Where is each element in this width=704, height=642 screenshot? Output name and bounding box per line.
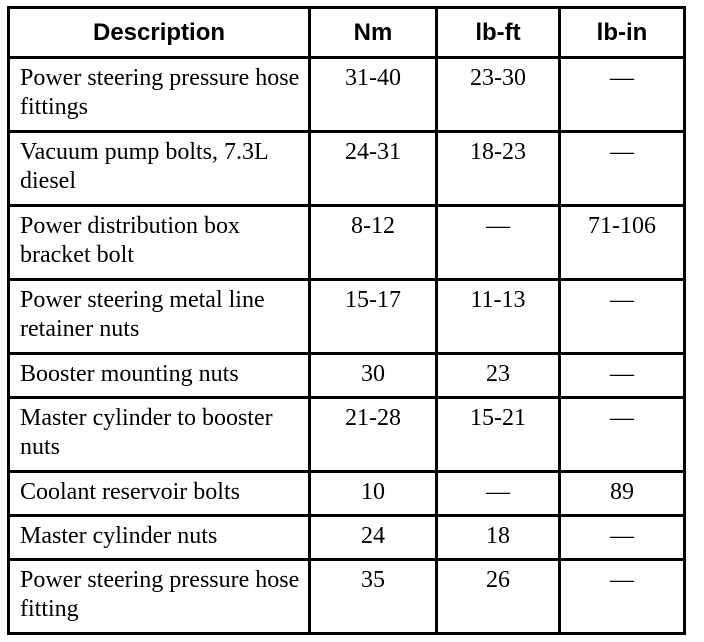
lb-ft-cell: 23	[437, 354, 560, 398]
table-row	[9, 472, 685, 516]
nm-cell: 21-28	[310, 398, 437, 472]
header-nm: Nm	[310, 8, 437, 58]
description-cell: Master cylinder to booster nuts	[9, 398, 310, 472]
description-cell: Vacuum pump bolts, 7.3L diesel	[9, 132, 310, 206]
table-row	[9, 516, 685, 560]
description-cell: Power steering pressure hose fitting	[9, 560, 310, 634]
table-row	[9, 58, 685, 132]
nm-cell: 15-17	[310, 280, 437, 354]
description-cell: Coolant reservoir bolts	[9, 472, 310, 516]
description-cell: Power steering pressure hose fittings	[9, 58, 310, 132]
description-cell: Power steering metal line retainer nuts	[9, 280, 310, 354]
lb-ft-cell: 23-30	[437, 58, 560, 132]
header-lb-ft: lb-ft	[437, 8, 560, 58]
lb-ft-cell: 18-23	[437, 132, 560, 206]
lb-in-cell: 71-106	[560, 206, 685, 280]
description-cell: Booster mounting nuts	[9, 354, 310, 398]
table-row	[9, 354, 685, 398]
lb-in-cell: —	[560, 58, 685, 132]
lb-in-cell: —	[560, 560, 685, 634]
lb-ft-cell: —	[437, 206, 560, 280]
lb-ft-cell: —	[437, 472, 560, 516]
table-row	[9, 560, 685, 634]
nm-cell: 10	[310, 472, 437, 516]
header-lb-in: lb-in	[560, 8, 685, 58]
torque-spec-table	[7, 6, 686, 635]
table-row	[9, 280, 685, 354]
table-row	[9, 206, 685, 280]
lb-in-cell: —	[560, 132, 685, 206]
lb-in-cell: 89	[560, 472, 685, 516]
header-description: Description	[9, 8, 310, 58]
lb-in-cell: —	[560, 354, 685, 398]
header-row	[9, 8, 685, 58]
table-row	[9, 132, 685, 206]
nm-cell: 31-40	[310, 58, 437, 132]
nm-cell: 30	[310, 354, 437, 398]
table-row	[9, 398, 685, 472]
lb-in-cell: —	[560, 280, 685, 354]
description-cell: Master cylinder nuts	[9, 516, 310, 560]
lb-ft-cell: 26	[437, 560, 560, 634]
nm-cell: 24-31	[310, 132, 437, 206]
nm-cell: 24	[310, 516, 437, 560]
description-cell: Power distribution box bracket bolt	[9, 206, 310, 280]
lb-ft-cell: 11-13	[437, 280, 560, 354]
lb-ft-cell: 18	[437, 516, 560, 560]
lb-in-cell: —	[560, 398, 685, 472]
lb-in-cell: —	[560, 516, 685, 560]
lb-ft-cell: 15-21	[437, 398, 560, 472]
nm-cell: 35	[310, 560, 437, 634]
nm-cell: 8-12	[310, 206, 437, 280]
